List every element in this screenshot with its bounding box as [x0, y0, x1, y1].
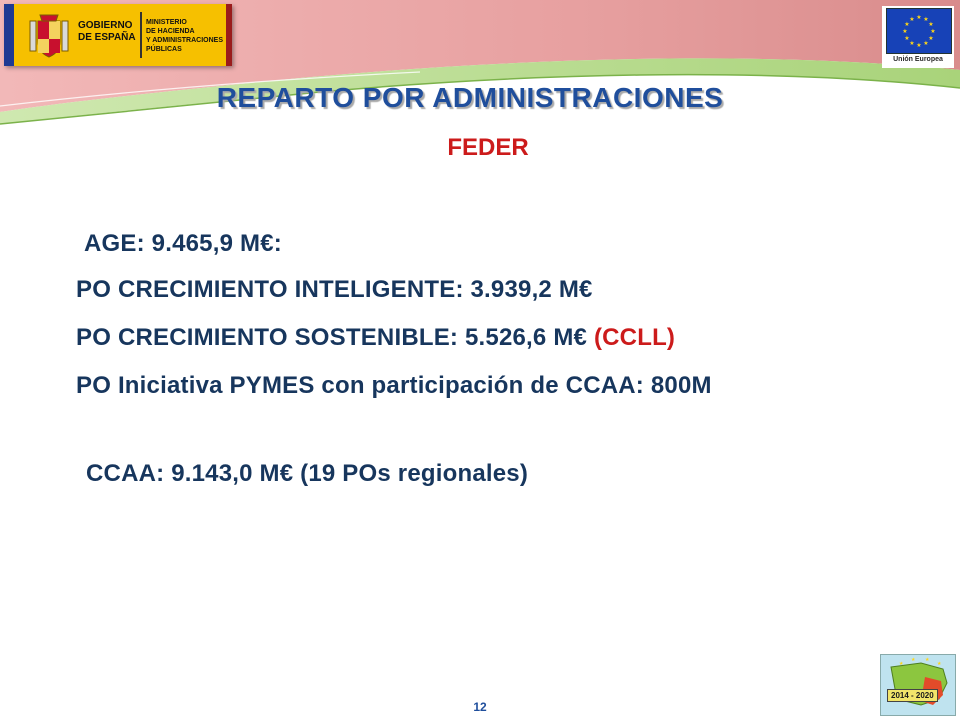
ministry-line2: DE HACIENDA: [146, 28, 195, 35]
svg-text:★: ★: [911, 657, 916, 663]
ministry-text: [146, 18, 223, 54]
page-number: 12: [473, 700, 487, 714]
spain-map-icon: [881, 655, 955, 715]
ccll-tag: (CCLL): [593, 324, 676, 351]
po-crecimiento-sostenible-line: [76, 324, 675, 352]
age-total-line: AGE: 9.465,9 M€:: [84, 230, 282, 257]
svg-text:★: ★: [902, 28, 908, 35]
svg-text:★: ★: [904, 35, 910, 42]
svg-text:★: ★: [923, 16, 929, 23]
gobierno-espana-text: [78, 20, 136, 44]
union-europea-label: Unión Europea: [893, 56, 943, 63]
svg-text:★: ★: [925, 657, 930, 663]
po-crecimiento-inteligente-line: PO CRECIMIENTO INTELIGENTE: 3.939,2 M€: [76, 276, 593, 303]
gov-line2: DE ESPAÑA: [78, 32, 136, 43]
svg-text:★: ★: [916, 14, 922, 21]
po-sostenible-text: PO CRECIMIENTO SOSTENIBLE: 5.526,6 M€: [76, 324, 594, 351]
svg-text:★: ★: [928, 21, 934, 28]
logo-divider: [140, 12, 142, 58]
svg-text:★: ★: [937, 661, 942, 667]
po-iniciativa-pymes-line: PO Iniciativa PYMES con participación de CCAA: 800M: [76, 372, 712, 399]
slide-title: REPARTO POR ADMINISTRACIONES: [216, 82, 724, 113]
svg-text:★: ★: [916, 42, 922, 49]
ccaa-total-line: CCAA: 9.143,0 M€ (19 POs regionales): [86, 460, 529, 487]
svg-text:★: ★: [923, 40, 929, 47]
svg-text:★: ★: [909, 16, 915, 23]
ministry-line4: PÚBLICAS: [146, 46, 182, 53]
ministry-line1: MINISTERIO: [146, 19, 187, 26]
svg-text:★: ★: [909, 40, 915, 47]
period-2014-2020-logo: [880, 654, 956, 716]
ministry-line3: Y ADMINISTRACIONES: [146, 37, 224, 44]
eu-flag-icon: [886, 8, 952, 54]
period-label: 2014 - 2020: [887, 689, 938, 702]
slide-subtitle: FEDER: [447, 134, 529, 161]
svg-text:★: ★: [930, 28, 936, 35]
spain-crest-icon: [26, 11, 72, 59]
svg-text:★: ★: [899, 661, 904, 667]
gov-line1: GOBIERNO: [78, 20, 133, 31]
svg-text:★: ★: [928, 35, 934, 42]
svg-text:★: ★: [904, 21, 910, 28]
union-europea-logo: [882, 6, 954, 68]
spain-flag-icon: [4, 4, 14, 66]
gobierno-espana-logo: [4, 4, 232, 66]
